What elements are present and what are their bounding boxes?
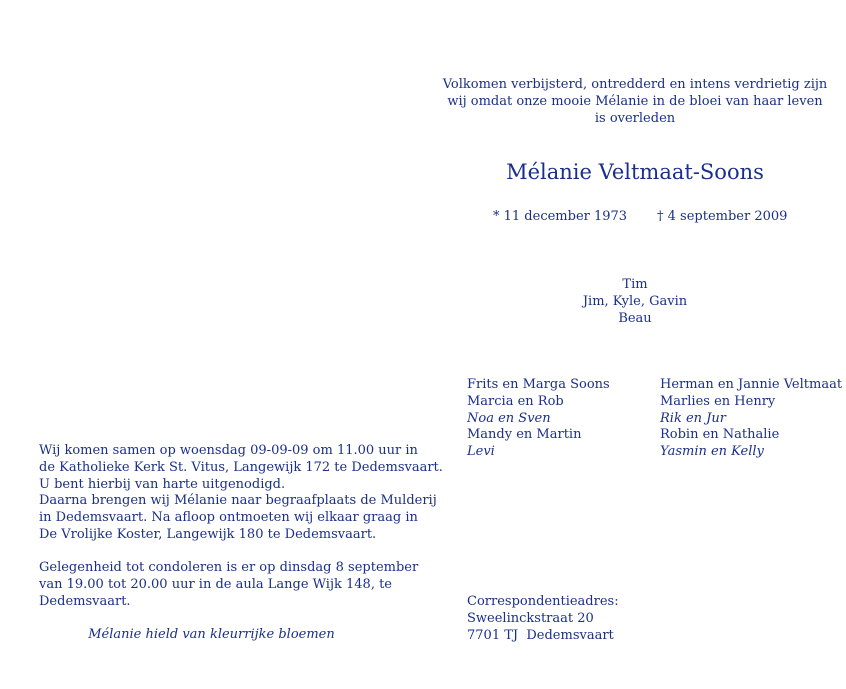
service-line: U bent hierbij van harte uitgenodigd. [39,476,286,492]
child-line: Jim, Kyle, Gavin [582,293,688,309]
child-line: Beau [618,310,652,326]
service-line: Daarna brengen wij Mélanie naar begraafplaats de Mulderij [39,493,437,509]
family-line: Robin en Nathalie [660,427,780,443]
service-details [39,443,443,544]
condolence-line: Gelegenheid tot condoleren is er op dinsdag 8 september [39,560,419,575]
service-line: De Vrolijke Koster, Langewijk 180 te Dedemsvaart. [39,526,377,542]
address-city: 7701 TJ Dedemsvaart [467,627,614,643]
address-label: Correspondentieadres: [467,594,619,609]
correspondence-address [467,594,619,644]
birth-date: * 11 december 1973 [493,209,628,224]
family-list-veltmaat [660,377,842,461]
family-line: Marcia en Rob [467,393,564,409]
family-line: Marlies en Henry [660,393,776,409]
family-line-grandchildren: Rik en Jur [660,410,726,426]
address-street: Sweelinckstraat 20 [467,610,594,626]
intro-line-3: is overleden [594,110,676,126]
service-line: Wij komen samen op woensdag 09-09-09 om 11.00 uur in [39,443,418,458]
service-line: in Dedemsvaart. Na afloop ontmoeten wij elkaar graag in [39,510,418,526]
death-date: † 4 september 2009 [657,209,788,224]
deceased-name: Mélanie Veltmaat-Soons [506,160,764,184]
condolence-details [39,560,419,610]
flowers-note: Mélanie hield van kleurrijke bloemen [88,627,335,642]
family-line-grandchildren: Levi [467,444,495,460]
family-line: Herman en Jannie Veltmaat [660,377,843,392]
intro-line-1: Volkomen verbijsterd, ontredderd en intens verdrietig zijn [442,77,828,92]
service-line: de Katholieke Kerk St. Vitus, Langewijk 172 te Dedemsvaart. [39,459,443,475]
family-list-soons [467,377,610,461]
family-line: Frits en Marga Soons [467,377,610,392]
children-list [540,277,730,327]
intro-text [440,77,830,127]
family-line-grandchildren: Noa en Sven [467,410,551,426]
family-line-grandchildren: Yasmin en Kelly [660,444,764,460]
child-line: Tim [622,277,648,292]
condolence-line: Dedemsvaart. [39,593,131,609]
intro-line-2: wij omdat onze mooie Mélanie in de bloei van haar leven [447,93,823,109]
condolence-line: van 19.00 tot 20.00 uur in de aula Lange Wijk 148, te [39,576,392,592]
family-line: Mandy en Martin [467,427,582,443]
